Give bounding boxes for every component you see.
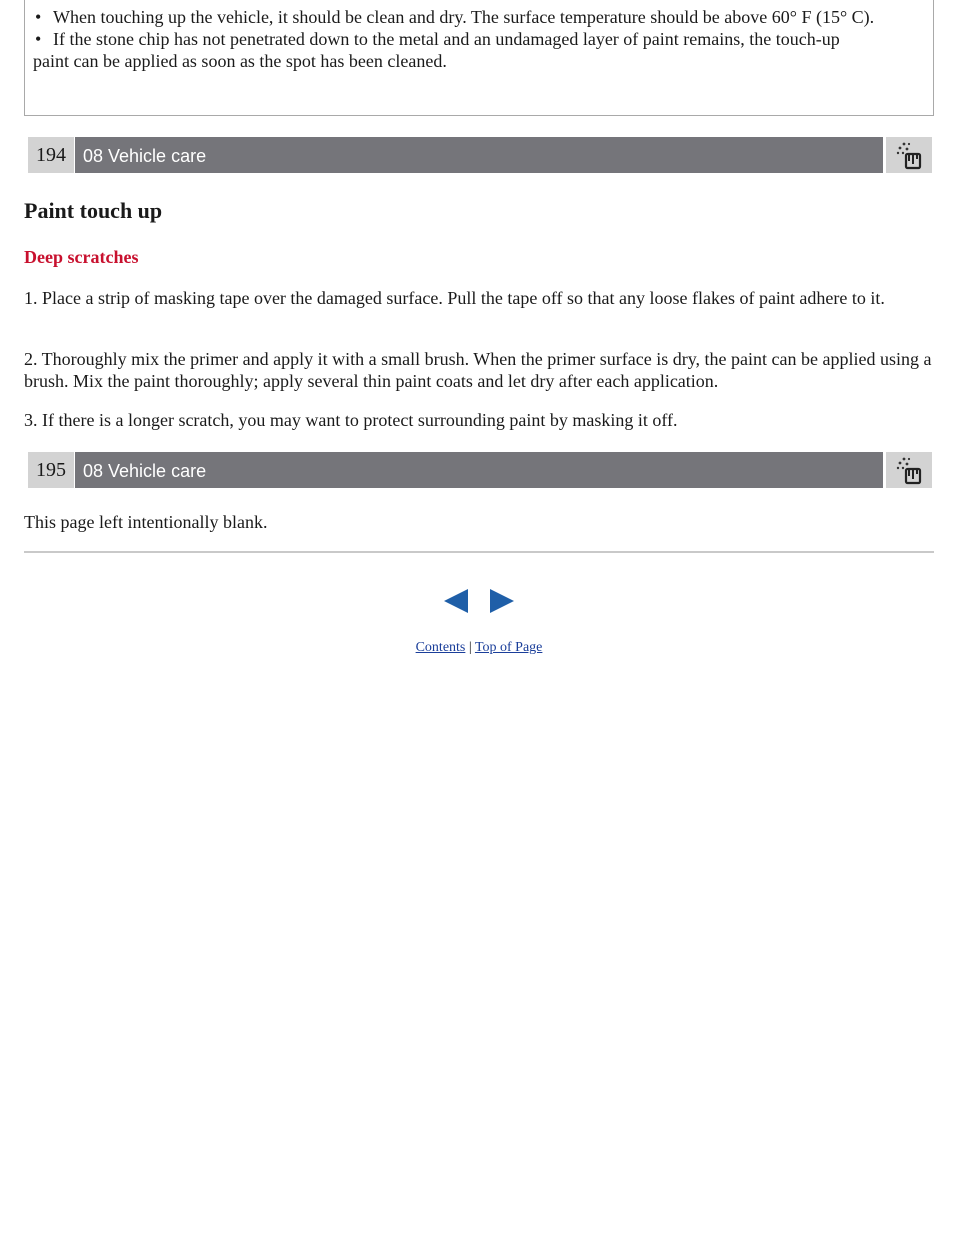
contents-link[interactable]: Contents (415, 640, 466, 655)
article-subtitle: Deep scratches (24, 247, 139, 267)
next-arrow-icon[interactable] (490, 589, 514, 613)
note-text: When touching up the vehicle, it should be clean and dry. The surface temperature should be above 60° F (15° C). (53, 7, 875, 27)
section-header-194 (24, 135, 934, 175)
car-care-icon (886, 452, 932, 488)
divider (24, 551, 934, 553)
section-title: 08 Vehicle care (75, 137, 883, 173)
nav-arrows (444, 588, 516, 614)
note-item (33, 6, 929, 28)
page-number: 194 (28, 137, 74, 173)
step-2: 2. Thoroughly mix the primer and apply it with a small brush. When the primer surface is dry, the paint can be applied using a brush. Mix the paint thoroughly; apply several thin paint coats and let dry after each application. (24, 349, 932, 391)
page-navigation (444, 588, 516, 614)
step-3: 3. If there is a longer scratch, you may want to protect surrounding paint by masking it off. (24, 410, 678, 430)
note-text: If the stone chip has not penetrated down to the metal and an undamaged layer of paint remains, the touch-up (53, 29, 840, 49)
top-of-page-link[interactable]: Top of Page (474, 640, 543, 655)
article-title: Paint touch up (24, 198, 163, 223)
note-box (24, 0, 934, 116)
section-header-195 (24, 450, 934, 490)
manual-page (24, 0, 934, 655)
bullet-icon: • (35, 29, 42, 49)
footer-links (24, 639, 934, 657)
page-number: 195 (28, 452, 74, 488)
prev-arrow-icon[interactable] (444, 589, 468, 613)
note-item (33, 28, 929, 50)
link-separator: | (468, 640, 472, 655)
note-text-continued: paint can be applied as soon as the spot has been cleaned. (33, 51, 447, 71)
blank-page-note: This page left intentionally blank. (24, 512, 268, 532)
step-1: 1. Place a strip of masking tape over the damaged surface. Pull the tape off so that any loose flakes of paint adhere to it. (24, 288, 885, 308)
bullet-icon: • (35, 7, 42, 27)
car-care-icon (886, 137, 932, 173)
section-title: 08 Vehicle care (75, 452, 883, 488)
